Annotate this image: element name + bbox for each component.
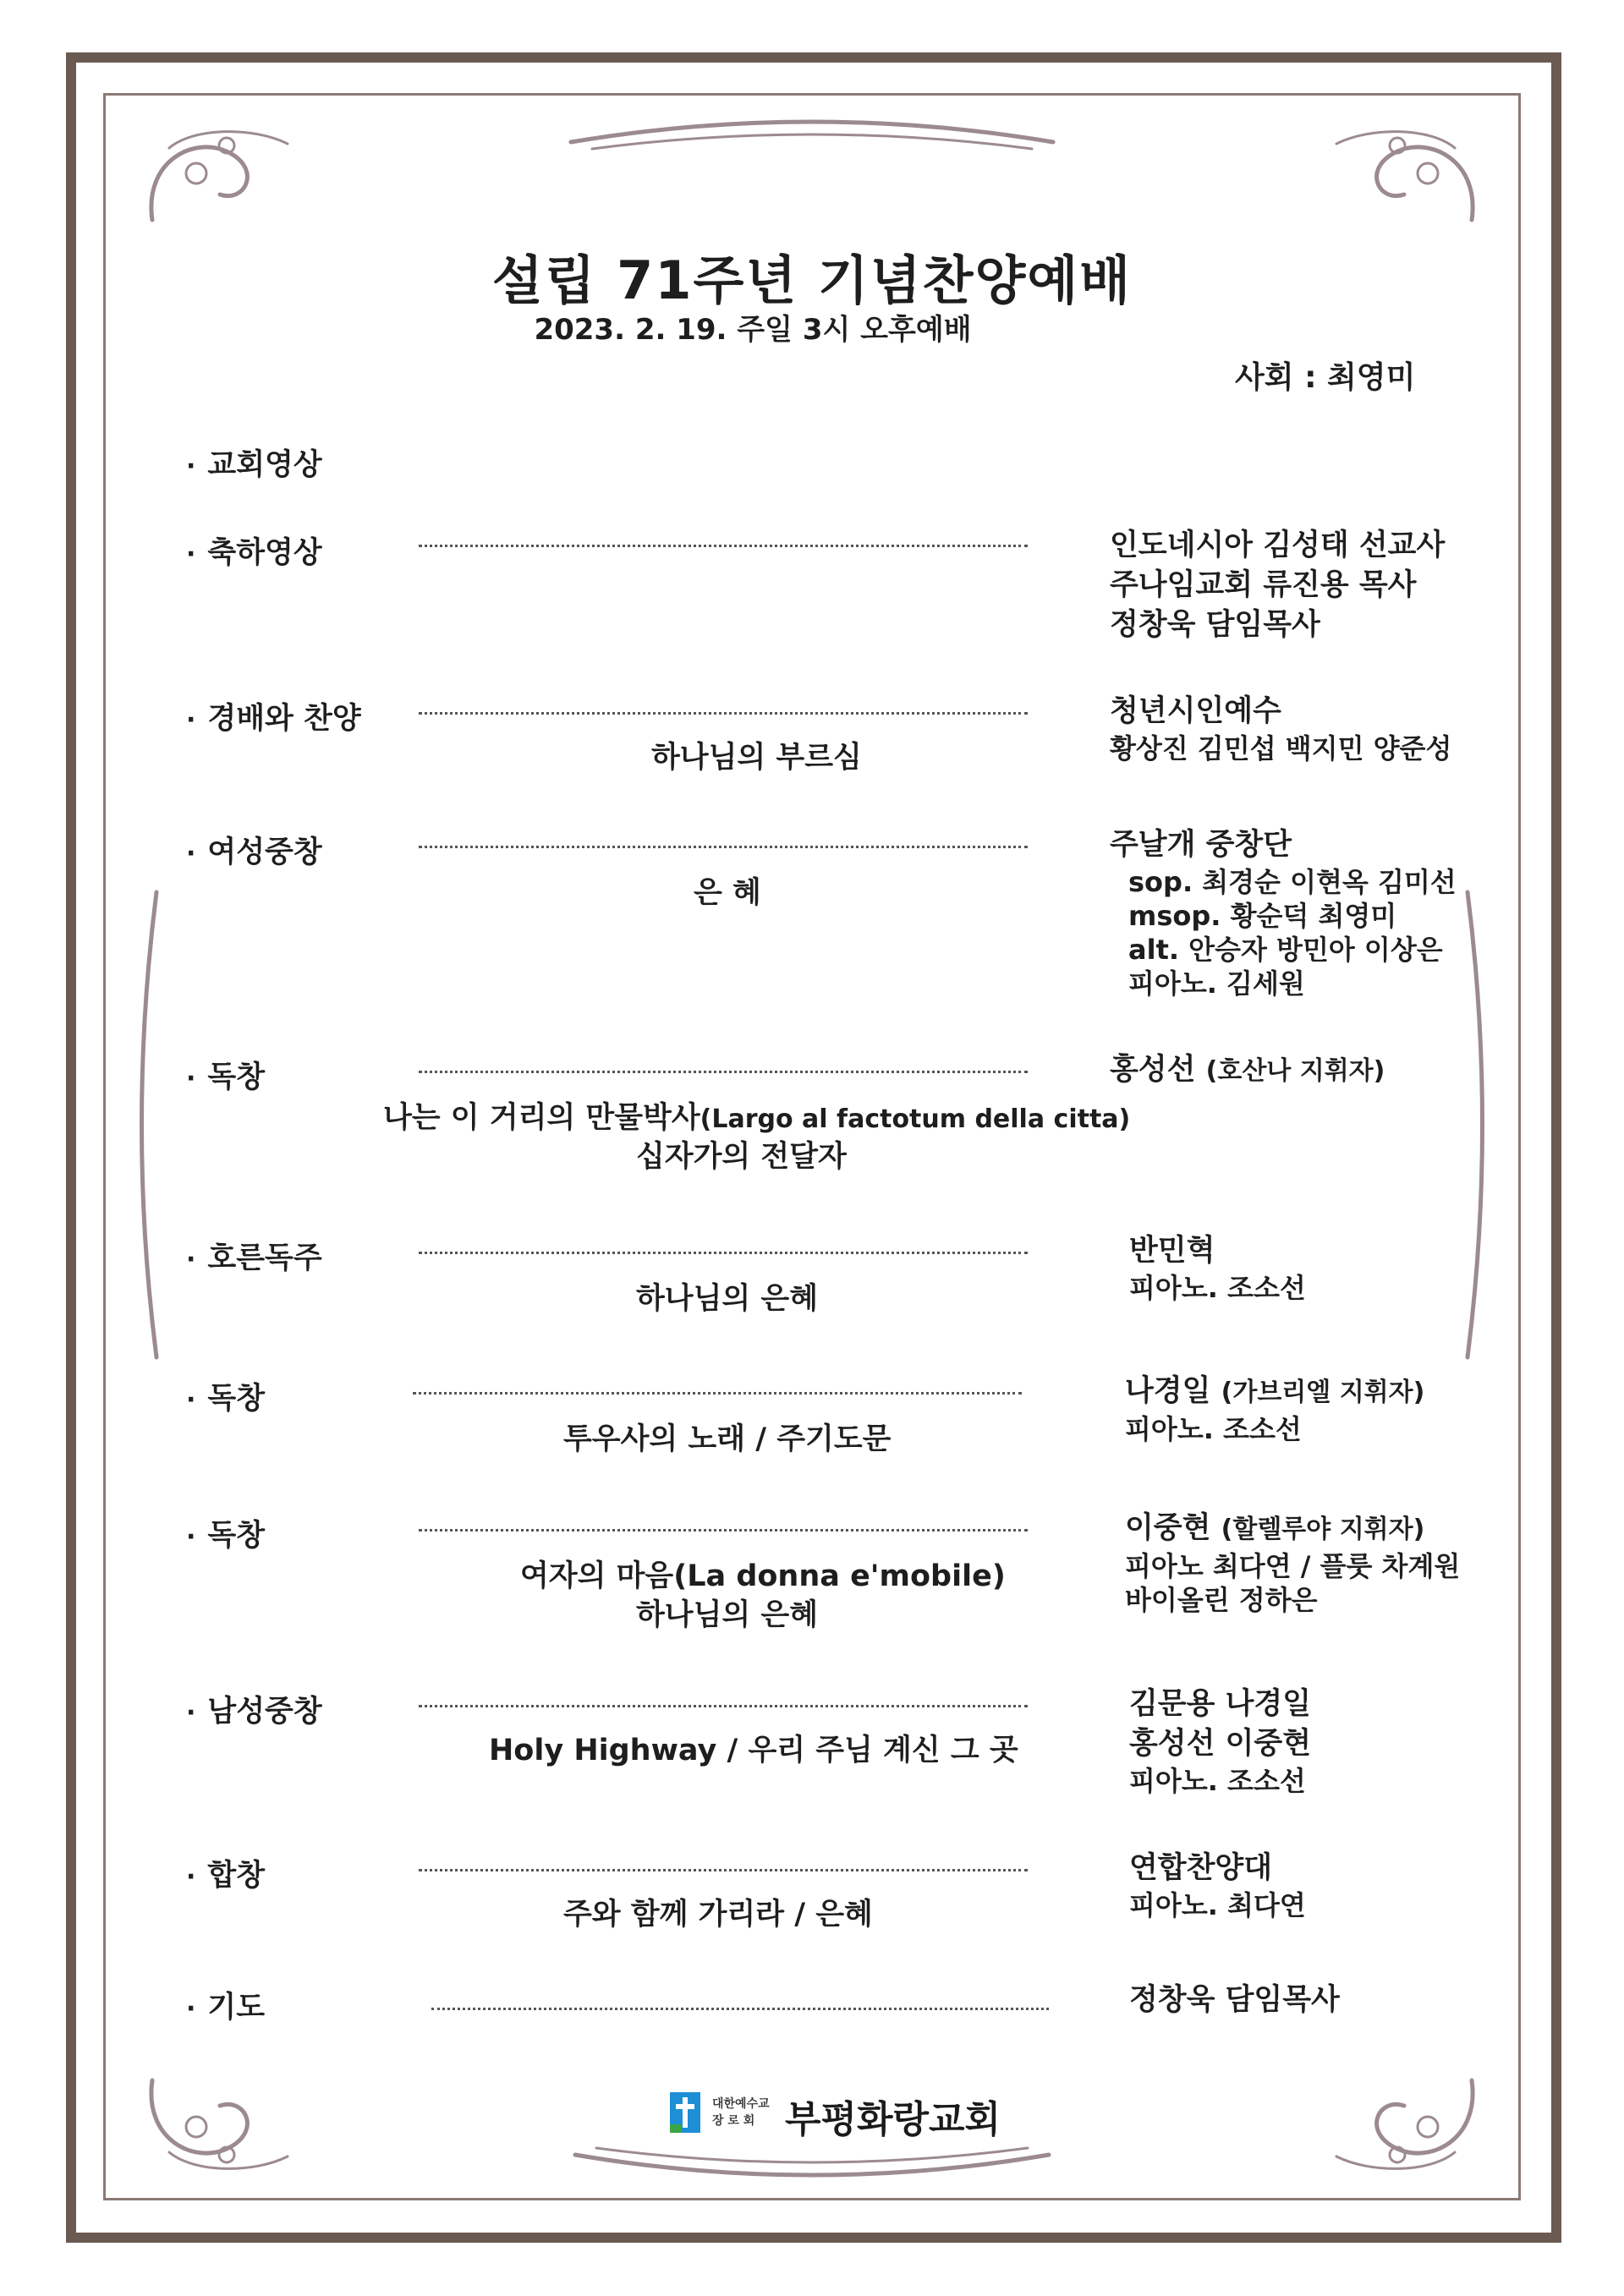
performers-horn-solo: 반민혁 피아노. 조소선: [1129, 1234, 1306, 1304]
performers-solo-1: 홍성선 (호산나 지휘자): [1110, 1053, 1385, 1087]
program-label-church-video: · 교회영상: [186, 448, 322, 482]
program-label-prayer: · 기도: [186, 1991, 266, 2025]
denomination-label: 대한예수교 장 로 회: [712, 2097, 770, 2128]
leader-dots: [419, 1705, 1028, 1707]
leader-dots: [419, 1071, 1028, 1073]
leader-dots: [413, 1392, 1022, 1395]
performers-congratulation: 인도네시아 김성태 선교사 주나임교회 류진용 목사 정창욱 담임목사: [1110, 529, 1446, 642]
performers-prayer: 정창욱 담임목사: [1129, 1983, 1340, 2017]
performers-worship: 청년시인예수 황상진 김민섭 백지민 양준성: [1110, 694, 1452, 764]
performers-solo-3: 이중현 (할렐루야 지휘자) 피아노 최다연 / 플룻 차계원 바이올린 정하은: [1125, 1511, 1461, 1616]
performers-solo-2: 나경일 (가브리엘 지휘자) 피아노. 조소선: [1125, 1374, 1425, 1445]
program-label-horn-solo: · 호른독주: [186, 1241, 322, 1275]
program-label-congratulation-video: · 축하영상: [186, 536, 322, 570]
song-title: Holy Highway / 우리 주님 계신 그 곳: [489, 1734, 1018, 1767]
program-label-choir: · 합창: [186, 1859, 266, 1893]
leader-dots: [419, 712, 1028, 715]
leader-dots: [419, 1869, 1028, 1871]
performers-choir: 연합찬양대 피아노. 최다연: [1129, 1851, 1306, 1921]
song-title: 투우사의 노래 / 주기도문: [563, 1422, 892, 1456]
program-label-solo-3: · 독창: [186, 1519, 266, 1553]
song-title: 하나님의 은혜: [636, 1282, 819, 1316]
program-label-men-ensemble: · 남성중창: [186, 1695, 322, 1729]
service-date: 2023. 2. 19. 주일 3시 오후예배: [534, 313, 972, 347]
performers-men-ensemble: 김문용 나경일 홍성선 이중현 피아노. 조소선: [1129, 1687, 1312, 1797]
song-title: 주와 함께 가리라 / 은혜: [563, 1898, 873, 1932]
song-title: 나는 이 거리의 만물박사(Largo al factotum della citta): [383, 1101, 1131, 1135]
leader-dots: [419, 1529, 1028, 1532]
page-title: 설립 71주년 기념찬양예배: [491, 249, 1133, 311]
song-title: 은 혜: [694, 876, 761, 910]
host-label: 사회 : 최영미: [1235, 360, 1416, 395]
leader-dots: [419, 846, 1028, 848]
program-label-women-ensemble: · 여성중창: [186, 836, 322, 869]
leader-dots: [419, 1252, 1028, 1254]
leader-dots: [419, 545, 1028, 547]
church-logo-icon: [668, 2091, 702, 2134]
song-title: 여자의 마음(La donna e'mobile): [520, 1559, 1006, 1593]
church-name: 부평화랑교회: [785, 2098, 1001, 2141]
song-title: 하나님의 부르심: [651, 741, 862, 775]
program-label-worship: · 경배와 찬양: [186, 702, 361, 736]
performers-women-ensemble: 주날개 중창단 sop. 최경순 이현옥 김미선 msop. 황순덕 최영미 alt. 안승자 방민아 이상은 피아노. 김세원: [1110, 828, 1457, 1000]
program-label-solo-2: · 독창: [186, 1382, 266, 1416]
song-title: 십자가의 전달자: [636, 1140, 847, 1174]
program-label-solo-1: · 독창: [186, 1060, 266, 1094]
song-title: 하나님의 은혜: [636, 1598, 819, 1632]
leader-dots: [431, 2008, 1049, 2010]
